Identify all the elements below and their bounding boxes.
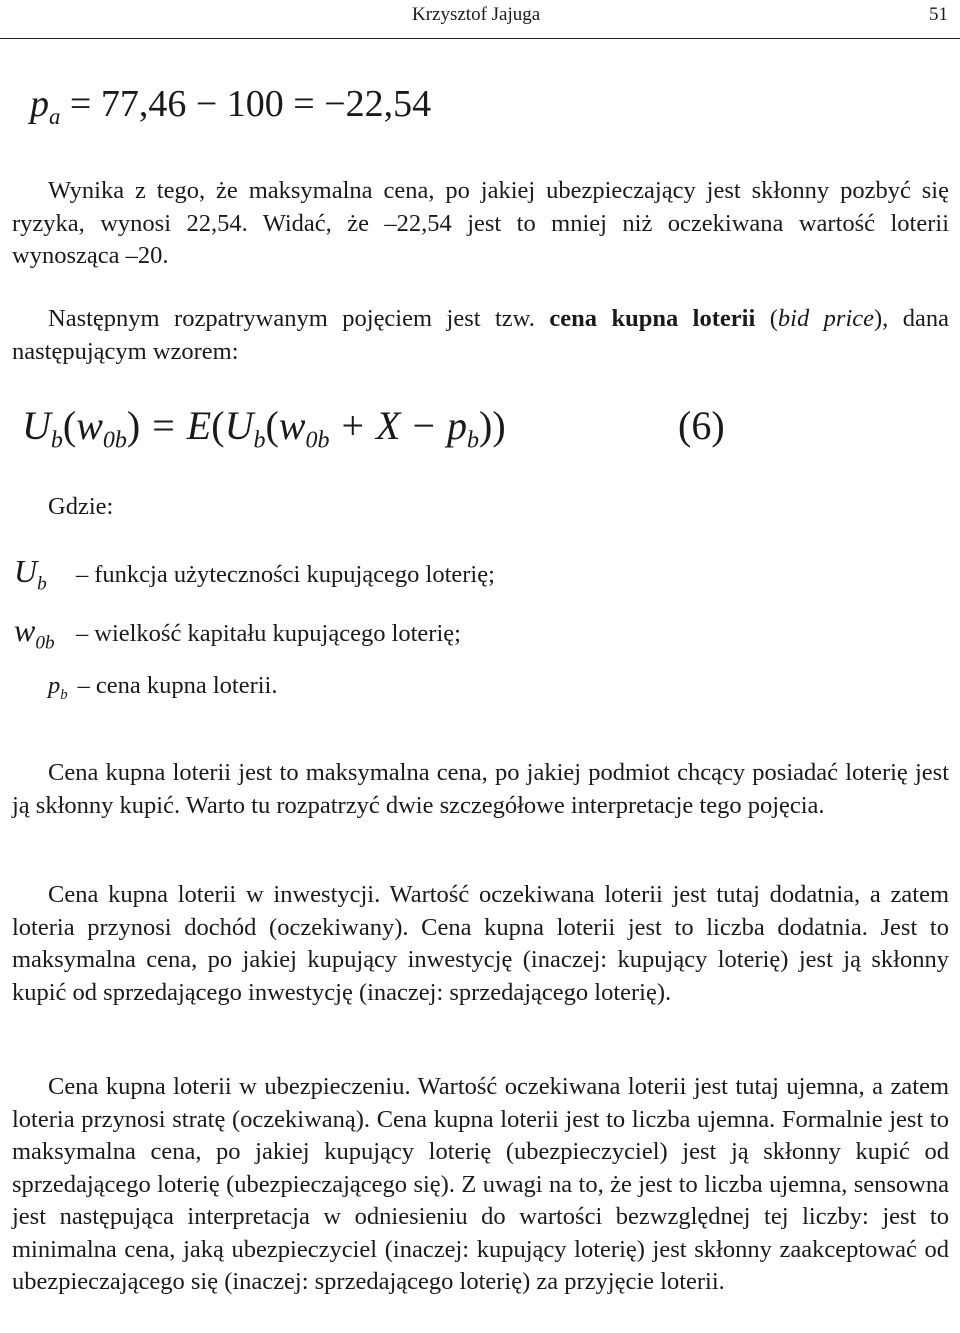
definition-text: funkcja użyteczności kupującego loterię; — [94, 561, 495, 588]
eq1-lhs: p — [30, 83, 49, 125]
eq1-rhs: = 77,46 − 100 = −22,54 — [69, 83, 432, 125]
eq1-lhs-sub: a — [49, 103, 61, 129]
definition-row: $p_b$ – cena kupna loterii. — [48, 672, 278, 703]
definition-symbol: $w_{0b}$ — [14, 612, 55, 654]
equation-pa — [30, 82, 431, 130]
equation-6: $U_b(w_{0b}) = E(U_b(w_{0b} + X - p_b))$ — [22, 403, 506, 454]
definition-row: $U_b$ – funkcja użyteczności kupującego loterię; — [14, 553, 495, 595]
paragraph-conclusion: Wynika z tego, że maksymalna cena, po jakiej ubezpieczający jest skłonny pozbyć się ryzyka, wynosi 22,54. Widać, że –22,54 jest to mniej niż oczekiwana wartość loterii wynosząca –20. — [12, 177, 949, 269]
paragraph-bid-price-definition: Cena kupna loterii jest to maksymalna cena, po jakiej podmiot chcący posiadać loterię jest ją skłonny kupić. Warto tu rozpatrzyć dwie szczegółowe interpretacje tego pojęcia. — [12, 759, 949, 819]
definition-row: $w_{0b}$ – wielkość kapitału kupującego loterię; — [14, 612, 461, 654]
definition-symbol: $U_b$ — [14, 553, 47, 595]
equation-number: (6) — [678, 403, 725, 448]
paragraph-bid-price-intro: Następnym rozpatrywanym pojęciem jest tzw. cena kupna loterii (bid price), dana następującym wzorem: — [12, 305, 949, 365]
definition-text: wielkość kapitału kupującego loterię; — [94, 620, 461, 647]
page-header — [0, 0, 960, 39]
definition-symbol: $p_b$ — [48, 672, 68, 703]
paragraph-investment: Cena kupna loterii w inwestycji. Wartość oczekiwana loterii jest tutaj dodatnia, a zatem loteria przynosi dochód (oczekiwany). Cena kupna loterii jest to liczba dodatnia. Jest to maksymalna cena, po jakiej kupujący inwestycję (inaczej: kupujący loterię) jest ją skłonny kupić od sprzedającego inwestycję (inaczej: sprzedającego loterię). — [12, 881, 949, 1006]
definition-text: cena kupna loterii. — [95, 672, 278, 699]
running-head-author: Krzysztof Jajuga — [412, 4, 541, 25]
bid-price-term: cena kupna loterii — [549, 305, 756, 332]
page-number: 51 — [929, 4, 948, 25]
bid-intro-text: Następnym rozpatrywanym pojęciem jest tzw. — [48, 305, 535, 332]
bid-price-english: bid price — [777, 305, 874, 332]
paragraph-insurance: Cena kupna loterii w ubezpieczeniu. Wartość oczekiwana loterii jest tutaj ujemna, a zatem loteria przynosi stratę (oczekiwaną). Cena kupna loterii jest to liczba ujemna. Formalnie jest to maksymalna cena, po jakiej kupujący loterię (ubezpieczyciel) jest ją skłonny kupić od sprzedającego loterię (ubezpieczającego się). Z uwagi na to, że jest to liczba ujemna, sensowna jest następująca interpretacja w odniesieniu do wartości bezwzględnej tej liczby: jest to minimalna cena, jaką ubezpieczyciel (inaczej: kupujący loterię) jest skłonny zaakceptować od ubezpieczającego się (inaczej: sprzedającego loterię) za przyjęcie loterii. — [12, 1073, 949, 1295]
where-label: Gdzie: — [48, 493, 114, 520]
bid-intro-tail: ), dana następującym wzorem: — [12, 305, 949, 365]
